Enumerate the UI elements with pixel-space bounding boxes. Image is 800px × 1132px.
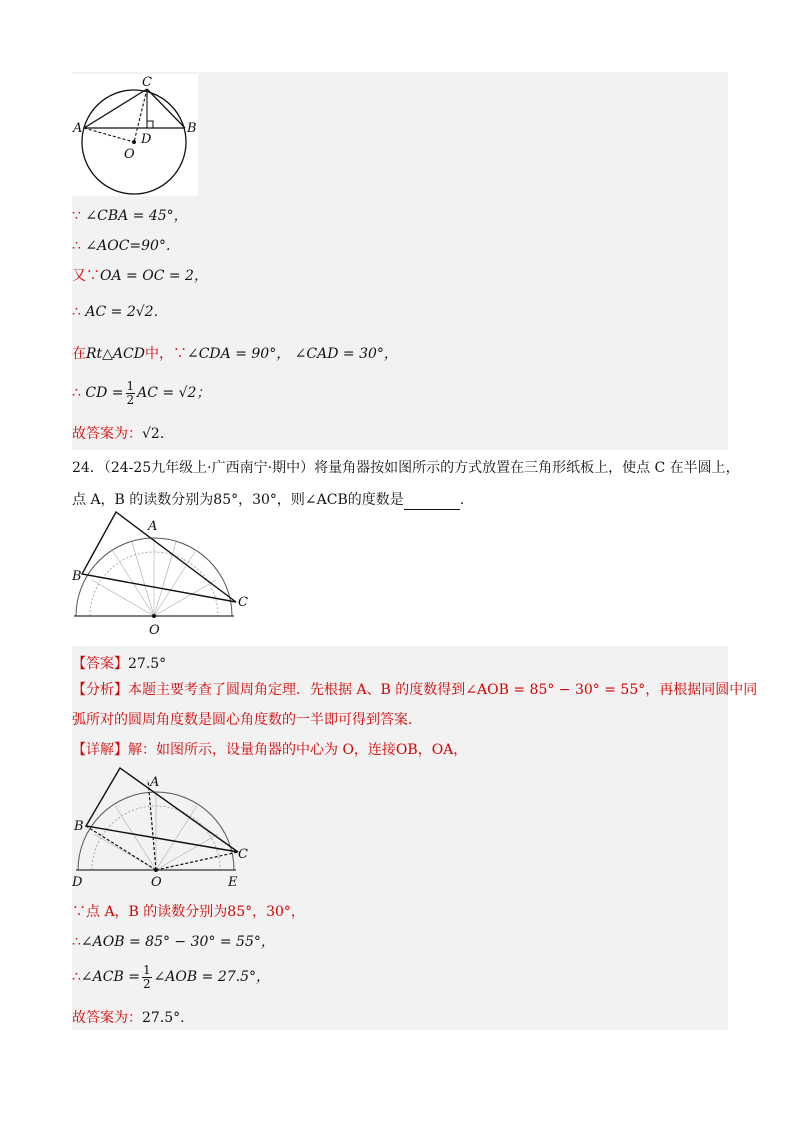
detail-line-5: 故答案为：27.5°. (72, 1010, 185, 1026)
label-A: A (148, 519, 158, 534)
label-B: B (187, 121, 197, 136)
label-B: B (74, 819, 84, 834)
label-O: O (149, 623, 160, 638)
detail-line-2: ∵点 A，B 的读数分别为85°，30°， (72, 904, 305, 920)
answer-line: 【答案】27.5° (72, 656, 167, 672)
detail-line-3: ∴∠AOB = 85° − 30° = 55°， (72, 934, 275, 950)
solution-line-7: 故答案为：√2. (72, 426, 165, 442)
label-D: D (72, 875, 83, 890)
analysis-line-1: 【分析】本题主要考查了圆周角定理．先根据 A、B 的度数得到∠AOB = 85° − 30° = 55°，再根据同圆中同 (72, 682, 758, 698)
analysis-line-2: 弧所对的圆周角度数是圆心角度数的一半即可得到答案． (72, 712, 422, 728)
answer-blank (404, 495, 460, 510)
figure-circle (72, 74, 198, 196)
label-A: A (73, 121, 83, 136)
label-O: O (151, 875, 162, 890)
label-C: C (142, 75, 152, 90)
label-O: O (124, 147, 135, 162)
label-D: D (141, 132, 152, 147)
figure-protractor-detail (72, 766, 252, 890)
solution-line-5: 在Rt△ACD中，∵∠CDA = 90°， ∠CAD = 30°， (72, 346, 398, 362)
solution-line-1: ∵ ∠CBA = 45°， (72, 208, 188, 224)
question-line-1: 24．（24-25九年级上·广西南宁·期中）将量角器按如图所示的方式放置在三角形纸板上，使点 C 在半圆上， (72, 460, 740, 476)
question-line-2: 点 A，B 的读数分别为85°，30°，则∠ACB的度数是 . (72, 492, 465, 508)
figure-protractor (72, 510, 252, 638)
solution-line-6: ∴ CD = $\frac{1}{2}$ AC = √2； (72, 378, 211, 407)
label-E: E (228, 875, 238, 890)
solution-line-3: 又∵OA = OC = 2， (72, 268, 208, 284)
label-A: A (150, 775, 160, 790)
label-C: C (238, 595, 248, 610)
solution-line-4: ∴ AC = 2√2. (72, 304, 159, 320)
label-C: C (238, 847, 248, 862)
detail-line-4: ∴∠ACB = $\frac{1}{2}$ ∠AOB = 27.5°， (72, 962, 271, 991)
detail-line-1: 【详解】解：如图所示，设量角器的中心为 O，连接OB，OA， (72, 742, 468, 758)
label-B: B (72, 569, 82, 584)
solution-line-2: ∴ ∠AOC=90°. (72, 238, 171, 254)
